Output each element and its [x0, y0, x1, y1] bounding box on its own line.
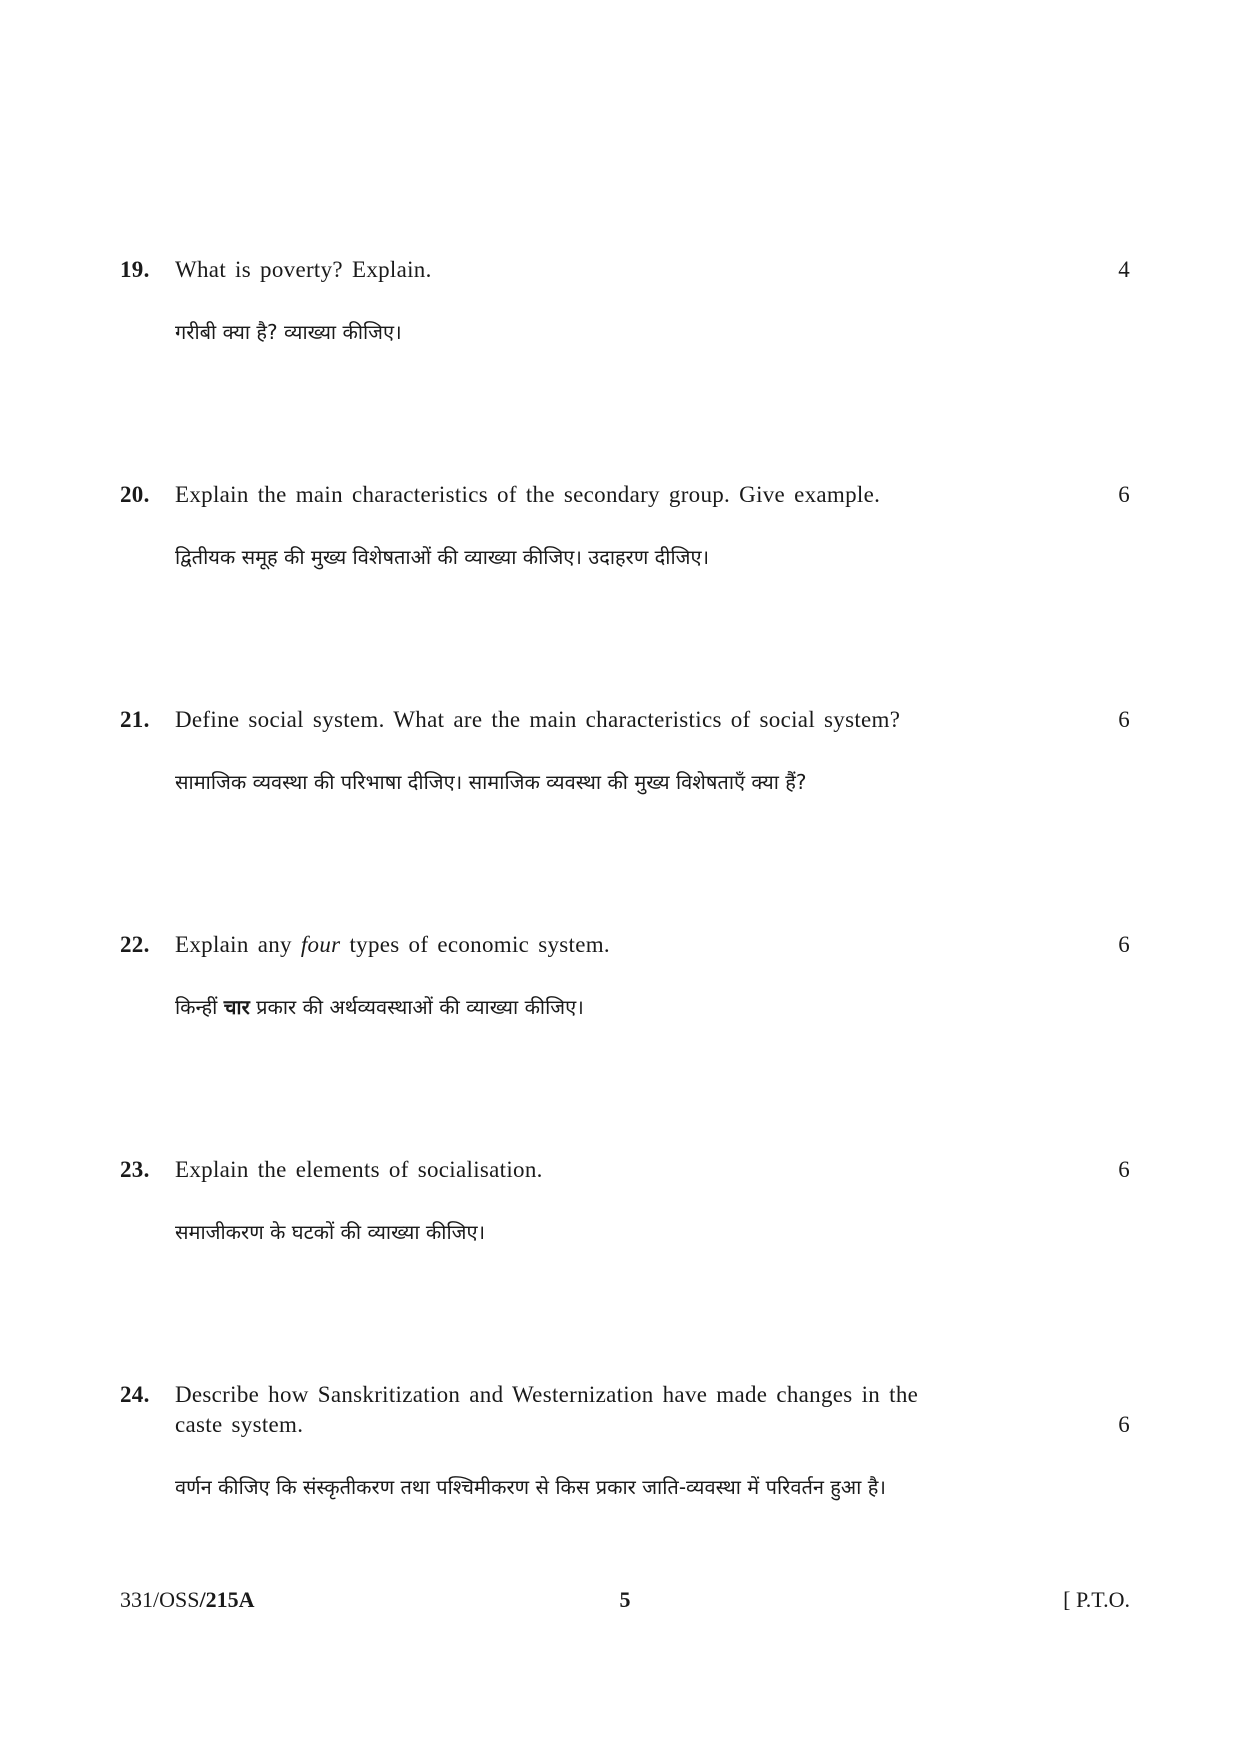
question-hindi-text: गरीबी क्या है? व्याख्या कीजिए। — [175, 320, 402, 344]
question-text: Define social system. What are the main characteristics of social system? — [175, 707, 901, 732]
page-number: 5 — [619, 1587, 631, 1612]
question-hindi-text: वर्णन कीजिए कि संस्कृतीकरण तथा पश्चिमीकरण से किस प्रकार जाति-व्यवस्था में परिवर्तन हुआ है। — [175, 1475, 886, 1499]
question-marks: 6 — [1118, 482, 1130, 507]
question-line — [120, 255, 1130, 285]
question-text: What is poverty? Explain. — [175, 257, 432, 282]
question-text-part: Explain any — [175, 932, 301, 957]
question-24 — [120, 1380, 1130, 1502]
question-hindi-text — [175, 992, 1130, 1022]
question-number: 22. — [120, 932, 150, 957]
question-line — [120, 1380, 1130, 1410]
question-line — [120, 480, 1130, 510]
question-20 — [120, 480, 1130, 572]
question-marks: 6 — [1118, 1412, 1130, 1437]
question-number: 23. — [120, 1157, 150, 1182]
question-marks: 4 — [1118, 257, 1130, 282]
question-text: Explain the elements of socialisation. — [175, 1157, 543, 1182]
question-23 — [120, 1155, 1130, 1247]
paper-code-prefix: 331/OSS — [120, 1587, 200, 1612]
question-line — [120, 705, 1130, 735]
hindi-text-part: प्रकार की अर्थव्यवस्थाओं की व्याख्या कीजिए। — [249, 995, 584, 1019]
question-text-part: types of economic system. — [340, 932, 610, 957]
question-line — [120, 1410, 1130, 1440]
question-text: caste system. — [175, 1412, 304, 1437]
question-text: Explain the main characteristics of the secondary group. Give example. — [175, 482, 881, 507]
question-line — [120, 930, 1130, 960]
question-hindi-text: सामाजिक व्यवस्था की परिभाषा दीजिए। सामाजिक व्यवस्था की मुख्य विशेषताएँ क्या हैं? — [175, 770, 807, 794]
question-number: 24. — [120, 1382, 150, 1407]
hindi-text-part: किन्हीं — [175, 995, 224, 1019]
question-21 — [120, 705, 1130, 797]
question-number: 19. — [120, 257, 150, 282]
question-text: Describe how Sanskritization and Westernization have made changes in the — [175, 1382, 919, 1407]
question-hindi-text: समाजीकरण के घटकों की व्याख्या कीजिए। — [175, 1220, 486, 1244]
question-number: 21. — [120, 707, 150, 732]
page-footer — [120, 1585, 1130, 1615]
question-19 — [120, 255, 1130, 347]
question-line — [120, 1155, 1130, 1185]
question-marks: 6 — [1118, 1157, 1130, 1182]
hindi-emphasis: चार — [223, 995, 250, 1019]
question-number: 20. — [120, 482, 150, 507]
question-marks: 6 — [1118, 932, 1130, 957]
question-hindi-text: द्वितीयक समूह की मुख्य विशेषताओं की व्याख्या कीजिए। उदाहरण दीजिए। — [175, 545, 710, 569]
question-22 — [120, 930, 1130, 1022]
question-emphasis: four — [300, 932, 341, 957]
pto-label: [ P.T.O. — [1063, 1587, 1130, 1612]
question-marks: 6 — [1118, 707, 1130, 732]
paper-code-suffix: /215A — [199, 1587, 255, 1612]
question-text — [175, 930, 1130, 960]
